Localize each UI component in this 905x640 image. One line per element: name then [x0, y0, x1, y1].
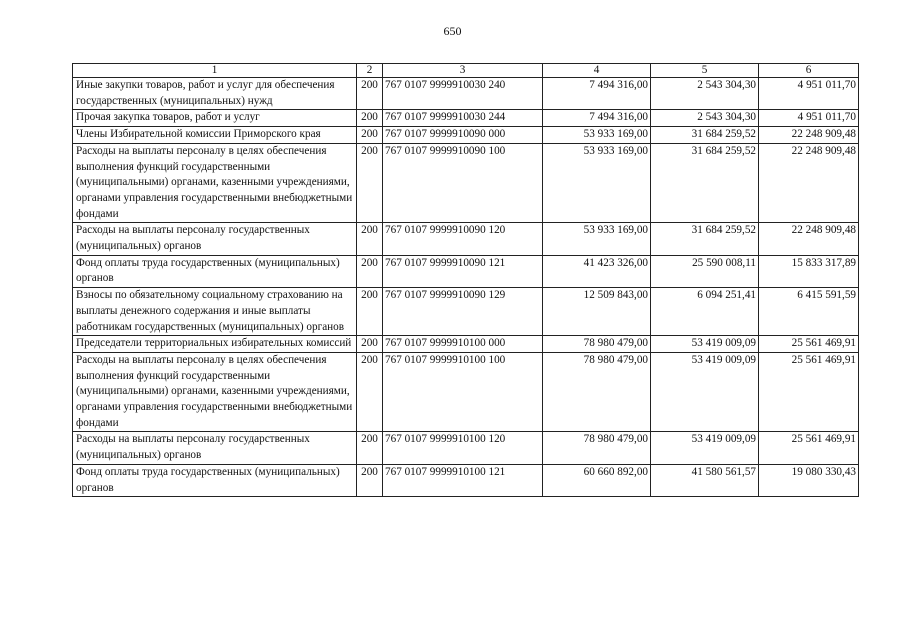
row-col4: 53 933 169,00	[543, 127, 651, 144]
row-code: 767 0107 9999910100 000	[383, 336, 543, 353]
header-col-1: 1	[73, 64, 357, 78]
row-col4: 53 933 169,00	[543, 143, 651, 223]
page-number: 650	[443, 24, 462, 38]
row-col2: 200	[357, 78, 383, 110]
header-col-5: 5	[651, 64, 759, 78]
row-col6: 4 951 011,70	[759, 110, 859, 127]
row-col6: 22 248 909,48	[759, 127, 859, 144]
row-col6: 25 561 469,91	[759, 336, 859, 353]
row-name: Расходы на выплаты персоналу в целях обеспечения выполнения функций государственными (муниципальными) органами, казенными учреждениями, органами управления государственными внебюджетными фондами	[73, 143, 357, 223]
row-col2: 200	[357, 223, 383, 255]
row-col2: 200	[357, 432, 383, 464]
row-col5: 53 419 009,09	[651, 352, 759, 432]
row-name: Фонд оплаты труда государственных (муниципальных) органов	[73, 255, 357, 287]
row-name: Расходы на выплаты персоналу государственных (муниципальных) органов	[73, 432, 357, 464]
row-col2: 200	[357, 336, 383, 353]
row-col4: 53 933 169,00	[543, 223, 651, 255]
row-col4: 60 660 892,00	[543, 464, 651, 496]
budget-table	[72, 63, 859, 497]
table-row	[73, 223, 859, 255]
row-col2: 200	[357, 464, 383, 496]
row-code: 767 0107 9999910090 121	[383, 255, 543, 287]
row-name: Взносы по обязательному социальному страхованию на выплаты денежного содержания и иные выплаты работникам государственных (муниципальных) органов	[73, 288, 357, 336]
row-name: Фонд оплаты труда государственных (муниципальных) органов	[73, 464, 357, 496]
row-code: 767 0107 9999910100 121	[383, 464, 543, 496]
header-col-3: 3	[383, 64, 543, 78]
row-col6: 22 248 909,48	[759, 223, 859, 255]
row-col4: 7 494 316,00	[543, 110, 651, 127]
row-col5: 53 419 009,09	[651, 336, 759, 353]
row-col2: 200	[357, 255, 383, 287]
table-row	[73, 78, 859, 110]
row-name: Председатели территориальных избирательных комиссий	[73, 336, 357, 353]
header-row	[73, 64, 859, 78]
table-row	[73, 464, 859, 496]
row-col4: 7 494 316,00	[543, 78, 651, 110]
header-col-6: 6	[759, 64, 859, 78]
row-col4: 78 980 479,00	[543, 352, 651, 432]
table-row	[73, 336, 859, 353]
table-row	[73, 432, 859, 464]
row-col5: 31 684 259,52	[651, 127, 759, 144]
row-col6: 25 561 469,91	[759, 432, 859, 464]
table-body	[73, 78, 859, 497]
header-col-4: 4	[543, 64, 651, 78]
row-col2: 200	[357, 127, 383, 144]
row-code: 767 0107 9999910090 129	[383, 288, 543, 336]
row-code: 767 0107 9999910090 120	[383, 223, 543, 255]
row-col4: 41 423 326,00	[543, 255, 651, 287]
row-col5: 31 684 259,52	[651, 143, 759, 223]
row-code: 767 0107 9999910090 100	[383, 143, 543, 223]
table-header	[73, 64, 859, 78]
row-col6: 6 415 591,59	[759, 288, 859, 336]
row-name: Расходы на выплаты персоналу государственных (муниципальных) органов	[73, 223, 357, 255]
header-col-2: 2	[357, 64, 383, 78]
table-row	[73, 143, 859, 223]
row-col4: 78 980 479,00	[543, 432, 651, 464]
table-row	[73, 110, 859, 127]
row-code: 767 0107 9999910100 120	[383, 432, 543, 464]
row-col6: 22 248 909,48	[759, 143, 859, 223]
table-row	[73, 255, 859, 287]
row-col6: 25 561 469,91	[759, 352, 859, 432]
row-col2: 200	[357, 352, 383, 432]
row-code: 767 0107 9999910030 244	[383, 110, 543, 127]
row-name: Прочая закупка товаров, работ и услуг	[73, 110, 357, 127]
row-col5: 41 580 561,57	[651, 464, 759, 496]
row-name: Иные закупки товаров, работ и услуг для обеспечения государственных (муниципальных) нужд	[73, 78, 357, 110]
row-name: Расходы на выплаты персоналу в целях обеспечения выполнения функций государственными (муниципальными) органами, казенными учреждениями, органами управления государственными внебюджетными фондами	[73, 352, 357, 432]
row-col4: 12 509 843,00	[543, 288, 651, 336]
table-row	[73, 127, 859, 144]
row-code: 767 0107 9999910100 100	[383, 352, 543, 432]
table-row	[73, 288, 859, 336]
row-col6: 4 951 011,70	[759, 78, 859, 110]
row-col2: 200	[357, 110, 383, 127]
row-code: 767 0107 9999910030 240	[383, 78, 543, 110]
row-col5: 6 094 251,41	[651, 288, 759, 336]
row-col2: 200	[357, 143, 383, 223]
row-col6: 19 080 330,43	[759, 464, 859, 496]
row-col5: 25 590 008,11	[651, 255, 759, 287]
table-row	[73, 352, 859, 432]
row-col5: 2 543 304,30	[651, 110, 759, 127]
row-col5: 2 543 304,30	[651, 78, 759, 110]
row-code: 767 0107 9999910090 000	[383, 127, 543, 144]
row-col4: 78 980 479,00	[543, 336, 651, 353]
row-col5: 53 419 009,09	[651, 432, 759, 464]
row-col5: 31 684 259,52	[651, 223, 759, 255]
row-col2: 200	[357, 288, 383, 336]
row-col6: 15 833 317,89	[759, 255, 859, 287]
row-name: Члены Избирательной комиссии Приморского края	[73, 127, 357, 144]
